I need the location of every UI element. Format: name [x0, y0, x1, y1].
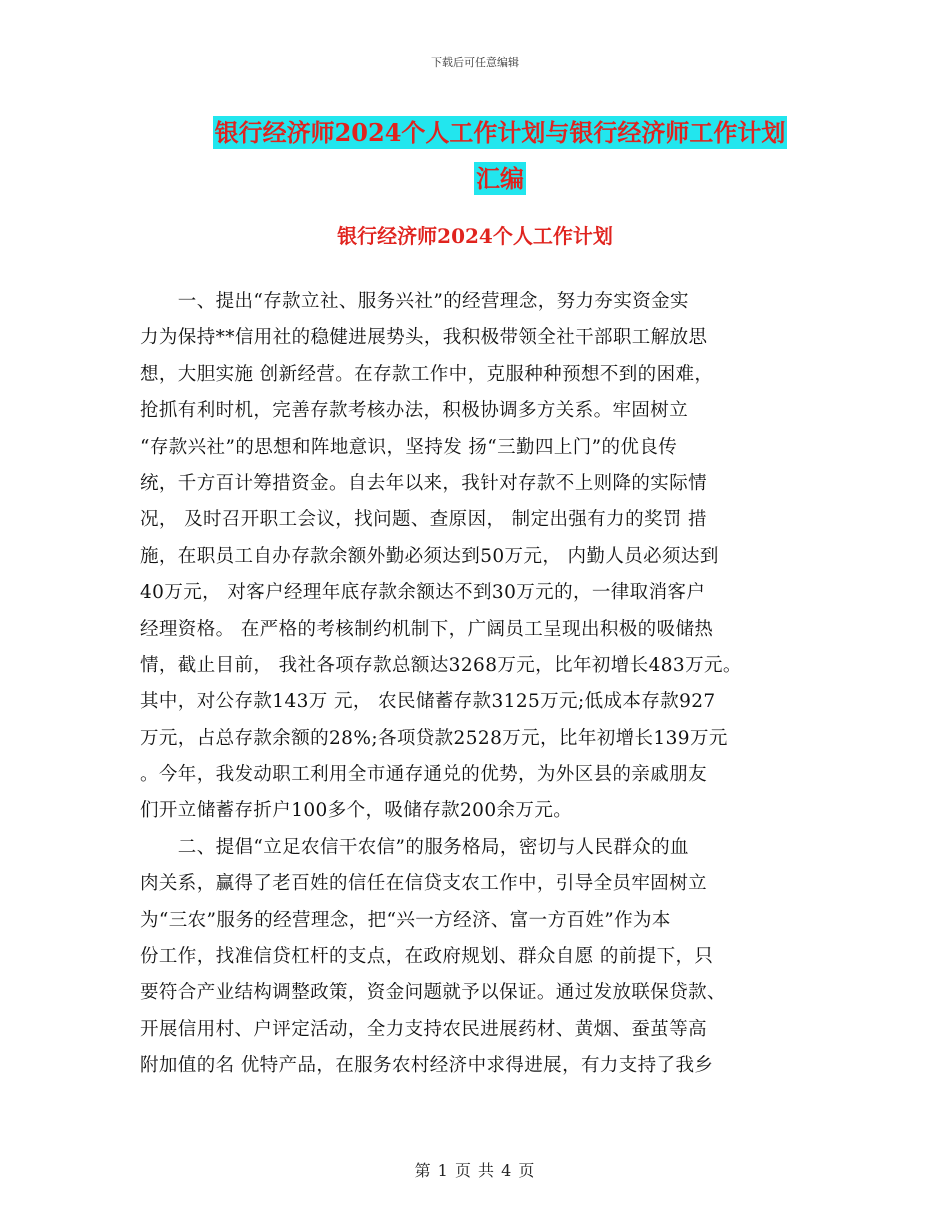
body-line: 情，截止目前， 我社各项存款总额达3268万元，比年初增长483万元。	[140, 654, 742, 676]
body-line: 们开立储蓄存折户100多个，吸储存款200余万元。	[140, 800, 573, 822]
body-line: 想，大胆实施 创新经营。在存款工作中，克服种种预想不到的困难，	[140, 363, 714, 385]
body-line: 万元，占总存款余额的28%;各项贷款2528万元，比年初增长139万元	[140, 727, 728, 749]
body-line: 力为保持**信用社的稳健进展势头，我积极带领全社干部职工解放思	[140, 327, 708, 349]
body-line: 二、提倡“立足农信干农信”的服务格局，密切与人民群众的血	[140, 836, 689, 858]
body-line: 统，千方百计筹措资金。自去年以来，我针对存款不上则降的实际情	[140, 472, 708, 494]
body-line: 份工作，找准信贷杠杆的支点，在政府规划、群众自愿 的前提下，只	[140, 946, 714, 968]
header-note: 下载后可任意编辑	[431, 56, 519, 69]
body-line: 经理资格。 在严格的考核制约机制下，广阔员工呈现出积极的吸储热	[140, 618, 714, 640]
document-title	[150, 110, 850, 202]
document-title-line-1: 银行经济师2024个人工作计划与银行经济师工作计划	[214, 118, 786, 147]
section-title: 银行经济师2024个人工作计划	[337, 224, 613, 248]
body-line: 要符合产业结构调整政策，资金问题就予以保证。通过发放联保贷款、	[140, 982, 726, 1004]
page-number: 第 1 页 共 4 页	[414, 1161, 536, 1180]
body-line: 施，在职员工自办存款余额外勤必须达到50万元， 内勤人员必须达到	[140, 545, 719, 567]
body-line: 一、提出“存款立社、服务兴社”的经营理念，努力夯实资金实	[140, 291, 689, 312]
body-line: 况， 及时召开职工会议，找问题、查原因， 制定出强有力的奖罚 措	[140, 509, 707, 531]
body-line: 开展信用村、户评定活动，全力支持农民进展药材、黄烟、蚕茧等高	[140, 1018, 708, 1040]
body-text	[140, 284, 820, 1085]
body-line: 为“三农”服务的经营理念，把“兴一方经济、富一方百姓”作为本	[140, 909, 671, 931]
body-line: 。今年，我发动职工利用全市通存通兑的优势，为外区县的亲戚朋友	[140, 764, 708, 786]
body-line: 肉关系，赢得了老百姓的信任在信贷支农工作中，引导全员牢固树立	[140, 873, 708, 895]
body-line: 附加值的名 优特产品，在服务农村经济中求得进展，有力支持了我乡	[140, 1055, 714, 1077]
body-line: 抢抓有利时机，完善存款考核办法，积极协调多方关系。牢固树立	[140, 400, 689, 422]
body-line: “存款兴社”的思想和阵地意识，坚持发 扬“三勤四上门”的优良传	[140, 436, 678, 458]
document-title-line-2: 汇编	[476, 164, 524, 193]
body-line: 40万元， 对客户经理年底存款余额达不到30万元的，一律取消客户	[140, 582, 706, 604]
body-line: 其中，对公存款143万 元， 农民储蓄存款3125万元;低成本存款927	[140, 691, 716, 713]
